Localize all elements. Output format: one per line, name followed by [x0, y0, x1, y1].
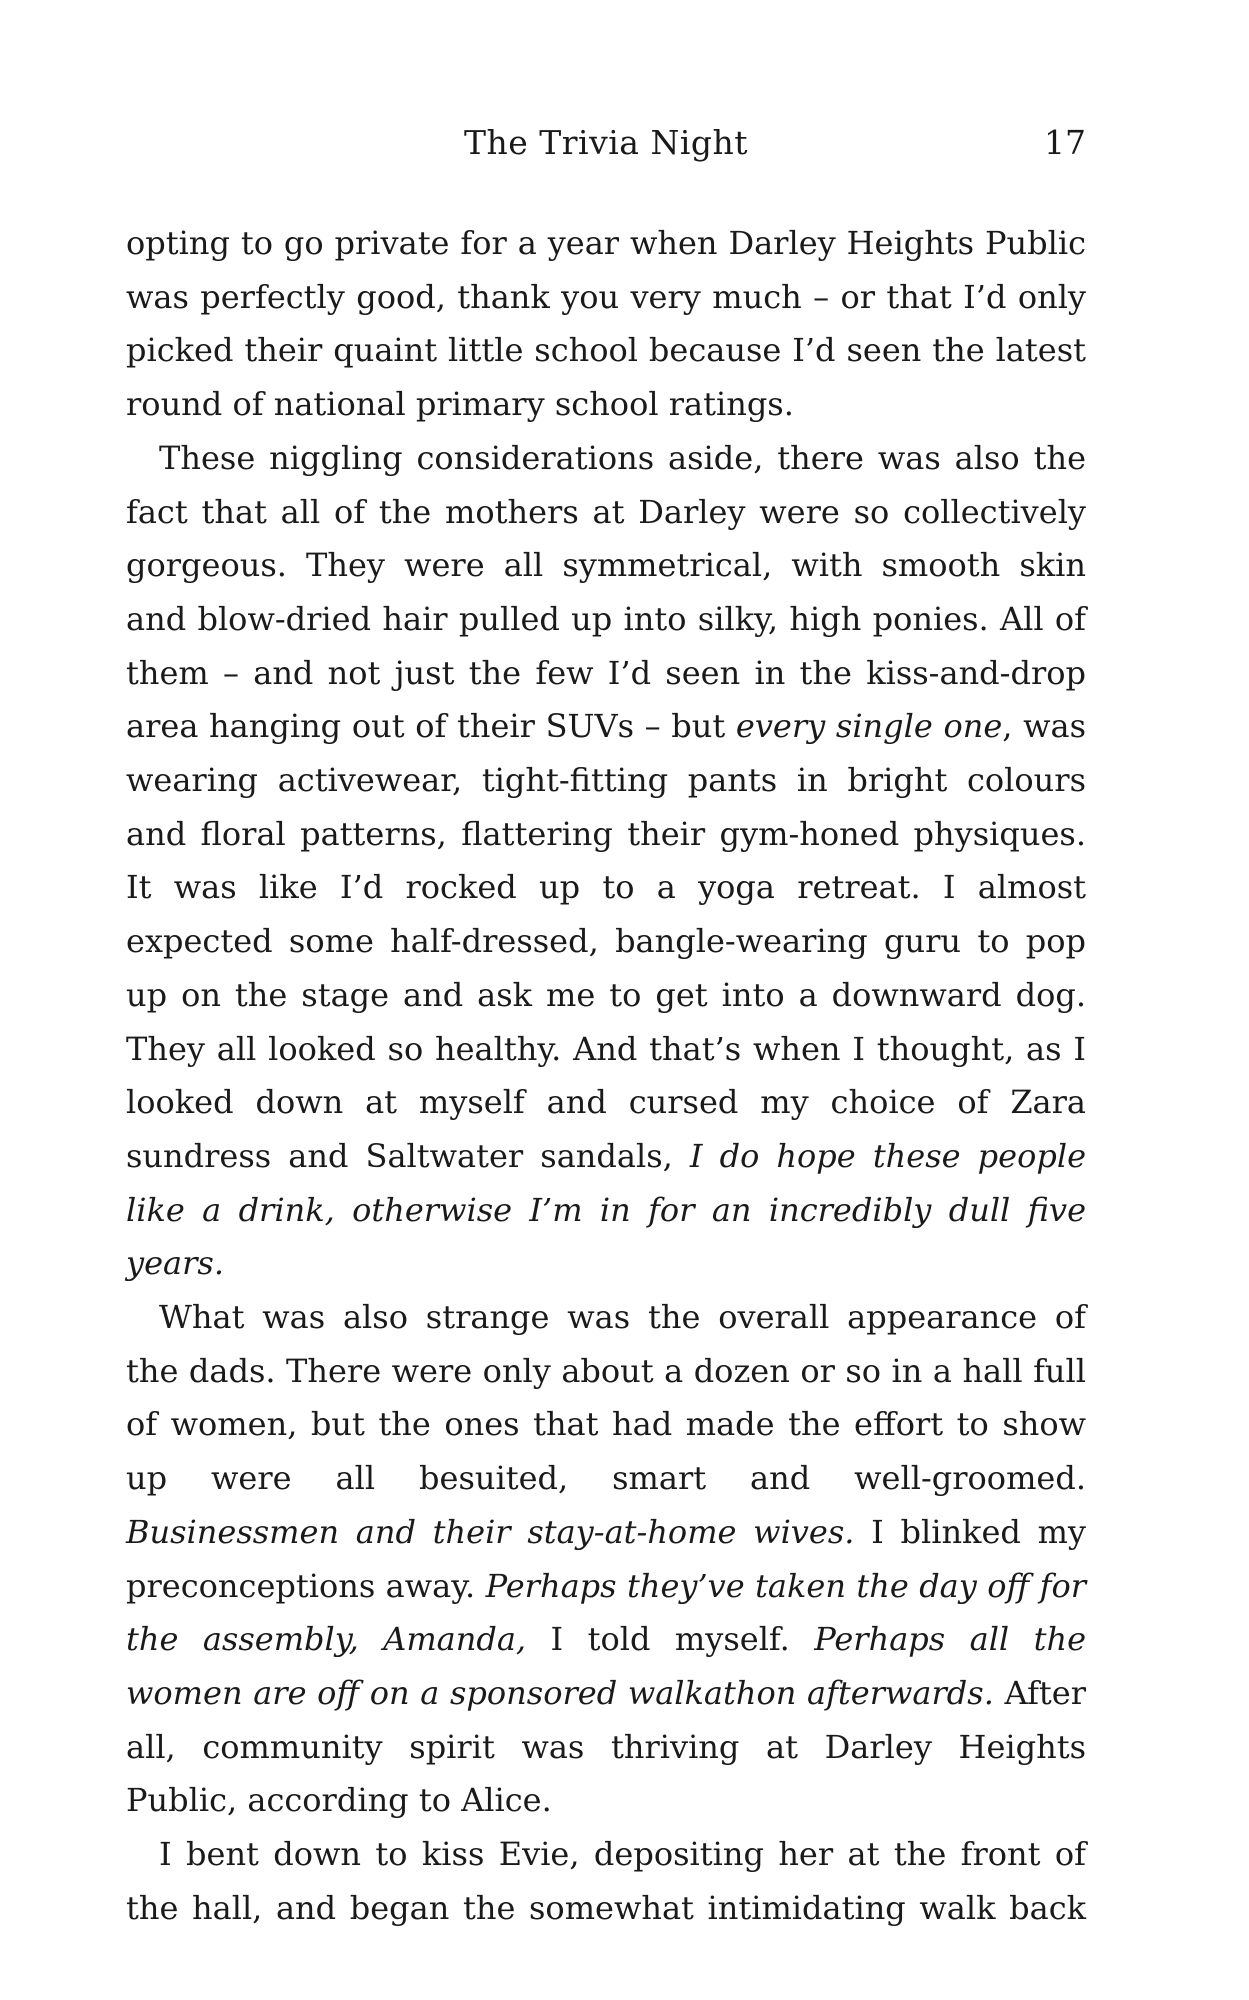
- text-run: I blinked my preconceptions away.: [126, 1512, 1087, 1605]
- text-run: After all, community spirit was thriving at Darley Heights Public, according to Alice.: [126, 1673, 1087, 1820]
- text-run: , was wearing activewear, tight-fitting pants in bright colours and floral patterns, flattering their gym-honed physiques. It was like I’d rocked up to a yoga retreat. I almost expected some half-dressed, bangle-wearing guru to pop up on the stage and ask me to get into a downward dog. They all looked so healthy. And that’s when I thought, as I looked down at myself and cursed my choice of Zara sundress and Saltwater sandals,: [126, 707, 1086, 1175]
- text-run: These niggling considerations aside, there was also the fact that all of the mothers at Darley were so collectively gorgeous. They were all symmetrical, with smooth skin and blow-dried hair pulled up into silky, high ponies. All of them – and not just the few I’d seen in the kiss-and-drop area hanging out of their SUVs – but: [126, 438, 1086, 746]
- paragraph: [126, 1291, 1086, 1828]
- paragraph: [126, 1828, 1086, 1935]
- italic-thought: Perhaps all the women are off on a sponsored walkathon afterwards.: [126, 1620, 1087, 1712]
- running-header: [126, 118, 1086, 168]
- italic-thought: Perhaps they’ve taken the day off for the assembly, Amanda,: [126, 1566, 1087, 1659]
- text-run: I told myself.: [526, 1620, 815, 1659]
- page-number: 17: [1044, 123, 1086, 162]
- paragraph: [126, 432, 1086, 1291]
- paragraph: [126, 217, 1086, 432]
- italic-thought: Businessmen and their stay-at-home wives.: [126, 1512, 855, 1551]
- text-run: I bent down to kiss Evie, depositing her at the front of the hall, and began the somewhat intimidating walk back: [126, 1835, 1086, 1927]
- italic-emphasis: every single one: [735, 707, 1003, 746]
- text-run: What was also strange was the overall appearance of the dads. There were only about a dozen or so in a hall full of women, but the ones that had made the effort to show up were all besuited, smart and well-groomed.: [126, 1298, 1086, 1498]
- italic-thought: I do hope these people like a drink, otherwise I’m in for an incredibly dull five years.: [126, 1136, 1087, 1283]
- body-text: [126, 217, 1086, 1936]
- text-run: opting to go private for a year when Darley Heights Public was perfectly good, thank you very much – or that I’d only picked their quaint little school because I’d seen the latest round of national primary school ratings.: [126, 224, 1086, 424]
- running-title: The Trivia Night: [463, 123, 749, 162]
